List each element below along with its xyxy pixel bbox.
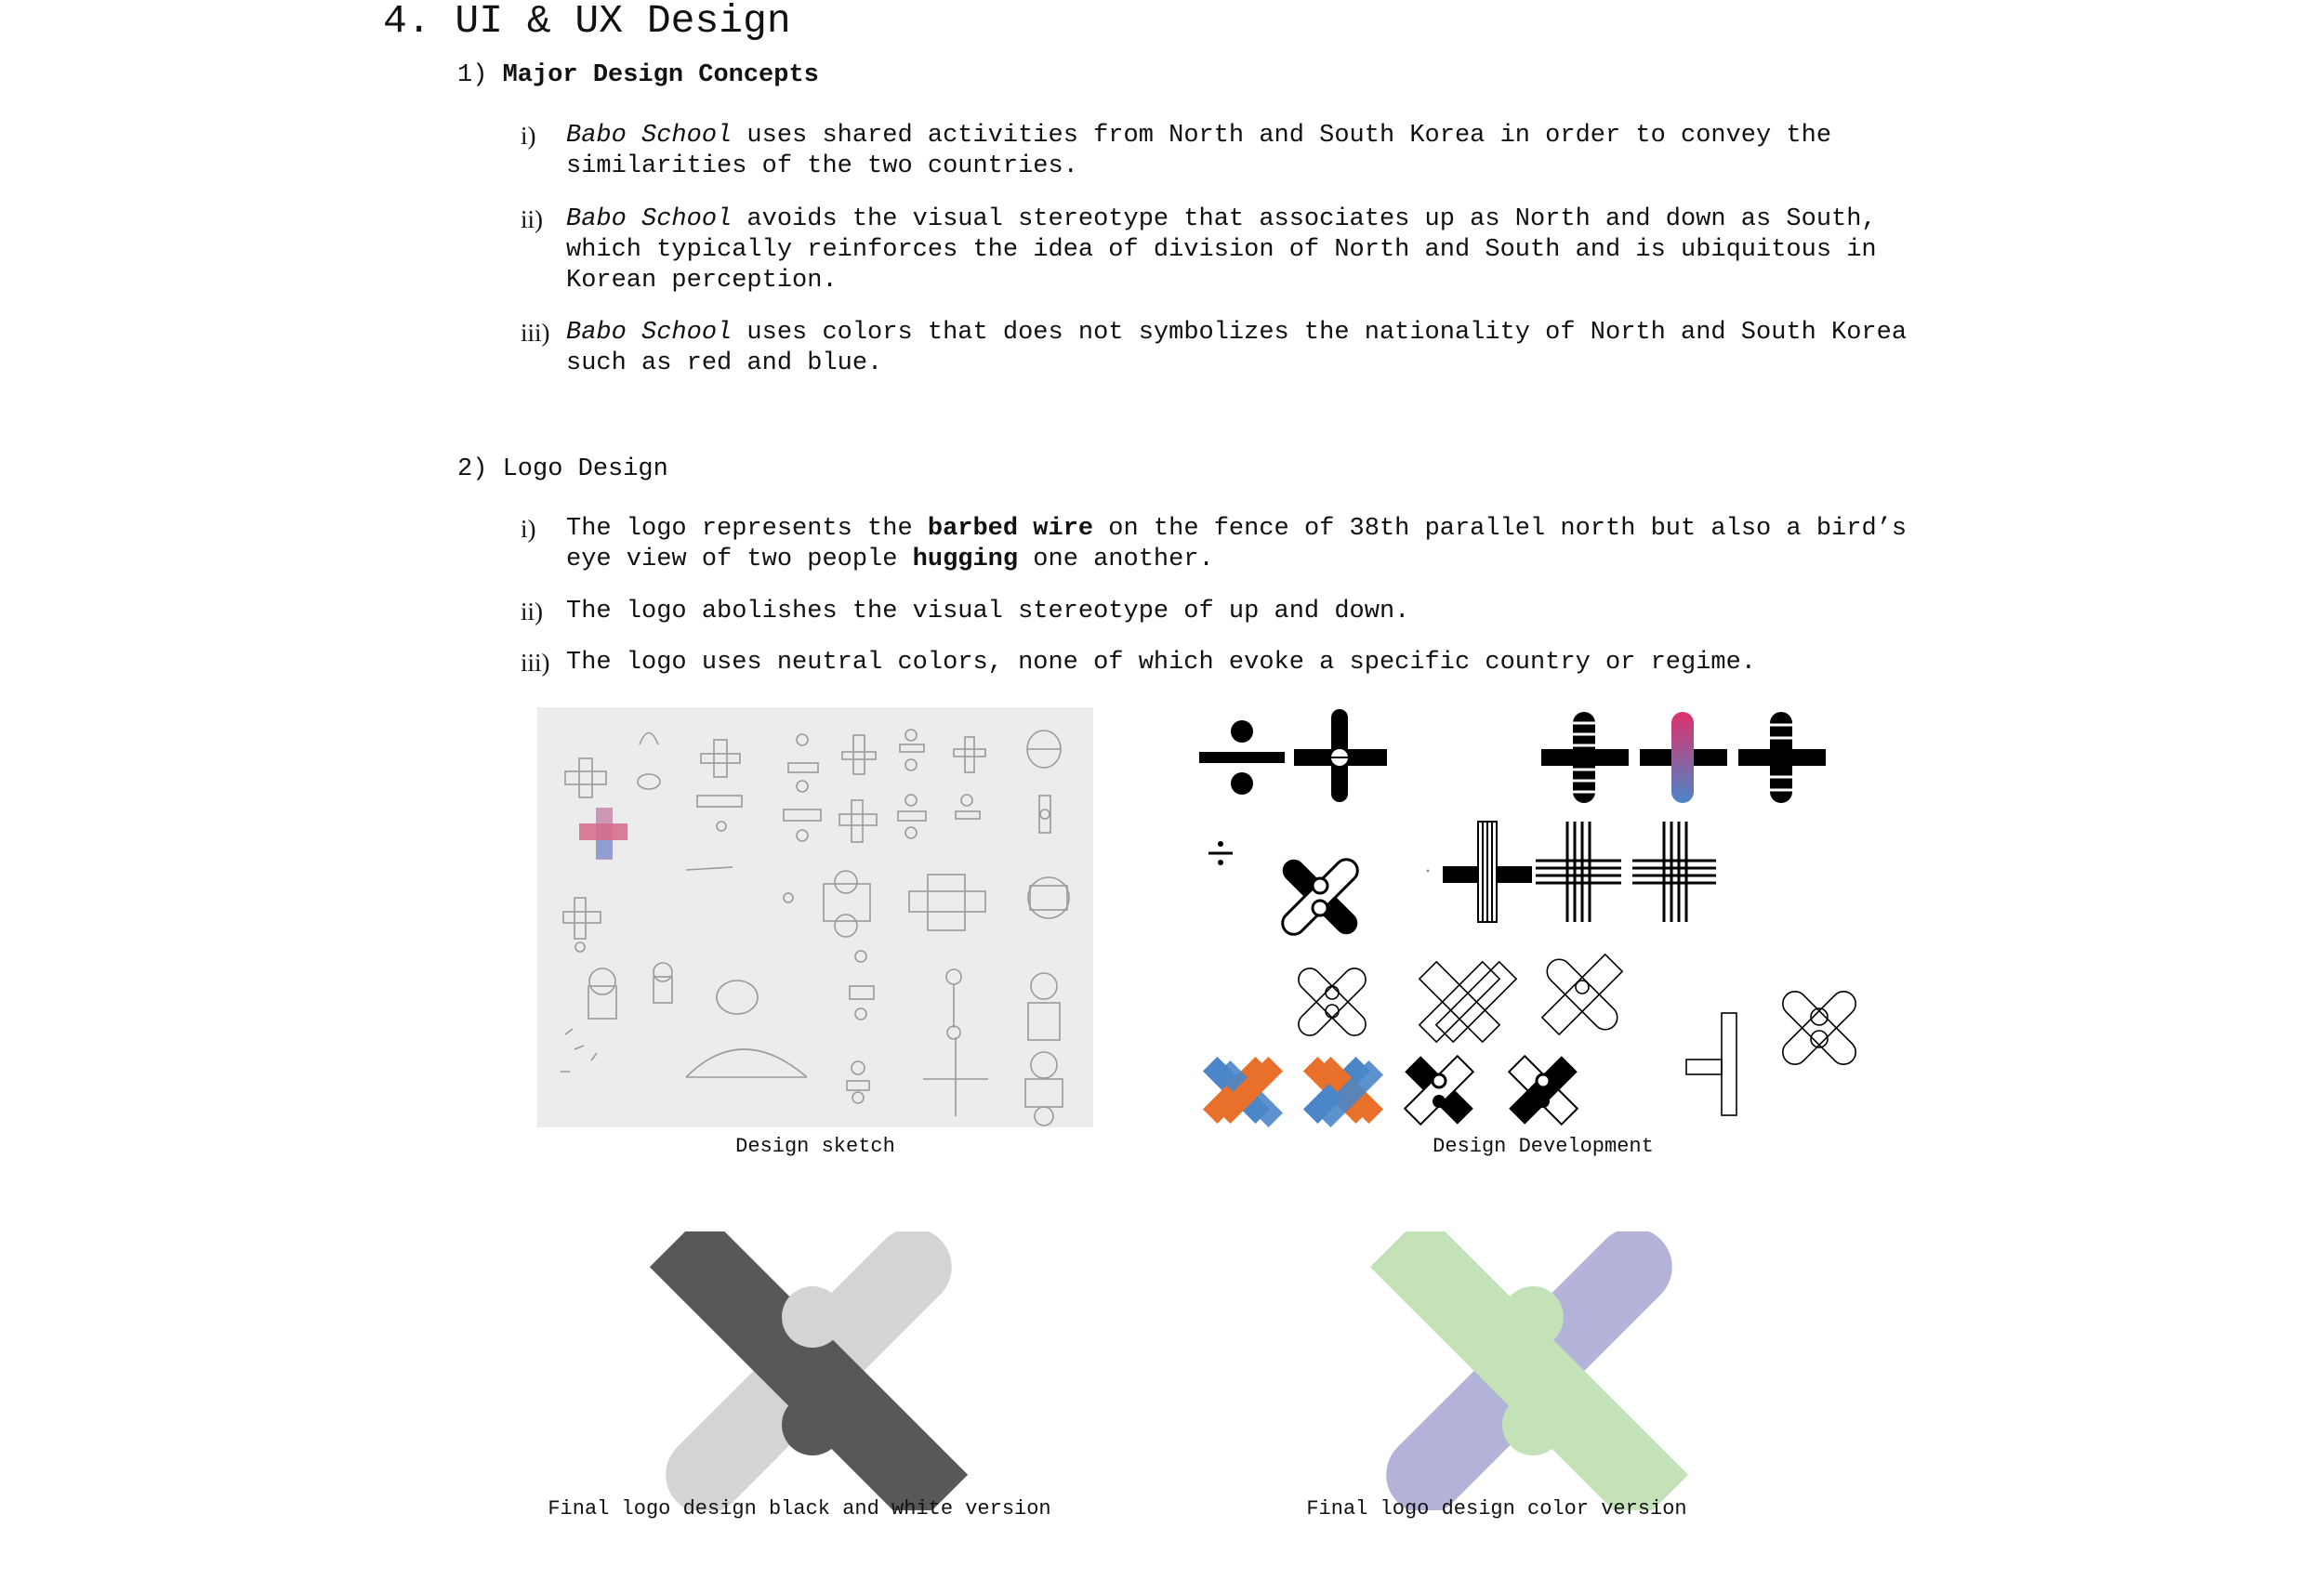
logo-item-2	[521, 597, 1915, 630]
logo-item-1	[521, 514, 1915, 579]
logo-circle-top	[782, 1286, 843, 1348]
brand-name: Babo School	[566, 122, 733, 150]
section-logo-design	[457, 454, 668, 485]
final-logo-bw	[614, 1231, 1004, 1510]
concept-item-2	[521, 204, 1915, 297]
item-text: on the fence of 38th parallel north but also a bird’s eye view of two people	[566, 515, 1908, 573]
caption-design-development: Design Development	[1433, 1135, 1654, 1158]
logo-circle-bottom	[1502, 1394, 1564, 1455]
logo-color-svg	[1334, 1231, 1724, 1510]
item-number: ii)	[521, 598, 543, 625]
brand-name: Babo School	[566, 319, 733, 347]
section-title: Logo Design	[502, 455, 668, 483]
caption-design-sketch: Design sketch	[735, 1135, 895, 1158]
item-number: ii)	[521, 205, 543, 233]
item-number: i)	[521, 515, 536, 543]
emphasis-barbed-wire: barbed wire	[927, 515, 1094, 543]
logo-circle-bottom	[782, 1394, 843, 1455]
item-number: iii)	[521, 649, 550, 677]
design-sketch-image	[537, 707, 1093, 1127]
emphasis-hugging: hugging	[912, 546, 1019, 573]
development-drawings	[1190, 706, 1896, 1134]
logo-bw-svg	[614, 1231, 1004, 1510]
brand-name: Babo School	[566, 205, 733, 233]
sketch-drawings	[537, 707, 1093, 1127]
caption-final-color: Final logo design color version	[1306, 1497, 1687, 1521]
item-text: one another.	[1018, 546, 1214, 573]
concept-item-1	[521, 121, 1915, 186]
item-text: The logo uses neutral colors, none of which evoke a specific country or regime.	[566, 649, 1757, 677]
item-text: uses colors that does not symbolizes the nationality of North and South Korea such as red and blue.	[566, 319, 1908, 377]
section-title: Major Design Concepts	[502, 61, 819, 89]
item-text: uses shared activities from North and South Korea in order to convey the similarities of the two countries.	[566, 122, 1832, 180]
concept-item-3	[521, 318, 1915, 383]
item-number: i)	[521, 122, 536, 150]
logo-circle-top	[1502, 1286, 1564, 1348]
page-heading: 4. UI & UX Design	[383, 0, 791, 44]
item-text: avoids the visual stereotype that associates up as North and down as South, which typically reinforces the idea of division of North and South and is ubiquitous in Korean perception.	[566, 205, 1877, 295]
item-text: The logo represents the	[566, 515, 928, 543]
item-number: iii)	[521, 319, 550, 347]
caption-final-bw: Final logo design black and white version	[548, 1497, 1051, 1521]
section-number: 1)	[457, 61, 488, 89]
section-major-design-concepts	[457, 59, 819, 91]
final-logo-color	[1334, 1231, 1724, 1510]
item-text: The logo abolishes the visual stereotype of up and down.	[566, 598, 1410, 625]
design-development-image	[1190, 706, 1896, 1134]
logo-item-3	[521, 648, 1915, 681]
section-number: 2)	[457, 455, 488, 483]
